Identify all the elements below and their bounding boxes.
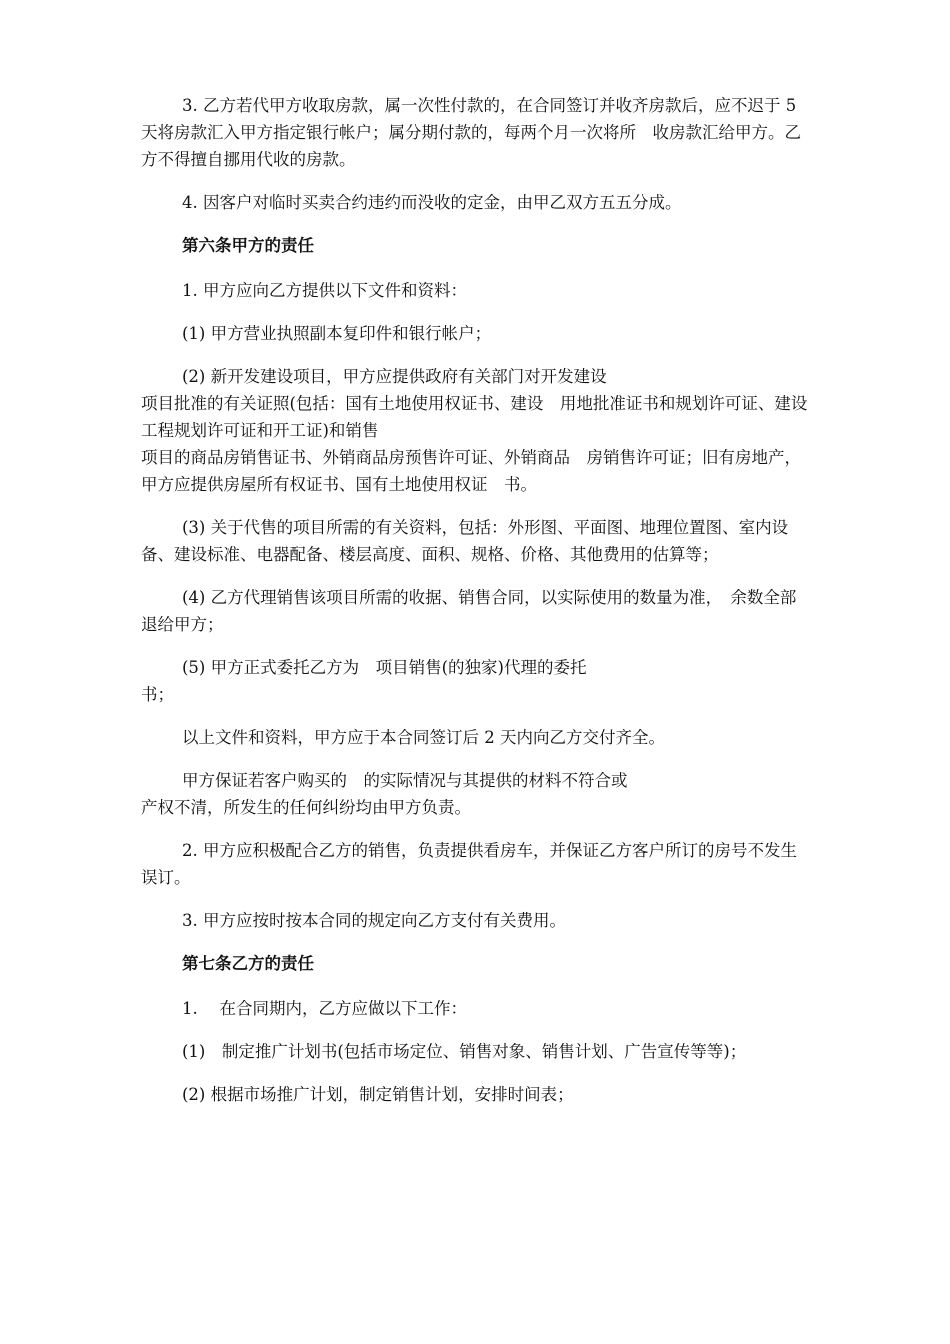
text-line: (5) 甲方正式委托乙方为 项目销售(的独家)代理的委托 [182, 658, 587, 677]
paragraph-delivery-deadline: 以上文件和资料，甲方应于本合同签订后 2 天内向乙方交付齐全。 [182, 728, 665, 747]
paragraph-guarantee [141, 767, 809, 821]
paragraph-payment-obligation: 3. 甲方应按时按本合同的规定向乙方支付有关费用。 [182, 911, 566, 930]
text-line: 书； [141, 685, 174, 704]
paragraph-deposit-split: 4. 因客户对临时买卖合约违约而没收的定金，由甲乙双方五五分成。 [182, 193, 682, 212]
paragraph-party-b-duties-intro: 1. 在合同期内，乙方应做以下工作： [182, 999, 467, 1018]
list-item-sales-schedule: (2) 根据市场推广计划，制定销售计划，安排时间表； [182, 1085, 574, 1104]
text-line: 项目的商品房销售证书、外销商品房预售许可证、外销商品 房销售许可证；旧有房地产，甲方应提供房屋所有权证书、国有土地使用权证 书。 [141, 448, 801, 494]
list-item-entrustment-letter [141, 654, 809, 708]
section-heading-party-a: 第六条甲方的责任 [182, 236, 314, 255]
list-item-project-certificates [141, 363, 809, 498]
list-item-business-license: (1) 甲方营业执照副本复印件和银行帐户； [182, 324, 492, 343]
paragraph-payment-transfer: 3. 乙方若代甲方收取房款，属一次性付款的，在合同签订并收齐房款后，应不迟于 5 天将房款汇入甲方指定银行帐户；属分期付款的，每两个月一次将所 收房款汇给甲方。乙方不得擅自挪用代收的房款。 [141, 96, 802, 169]
text-line: (2) 新开发建设项目，甲方应提供政府有关部门对开发建设 [182, 367, 607, 386]
text-line: 甲方保证若客户购买的 的实际情况与其提供的材料不符合或 [182, 771, 628, 790]
list-item-promotion-plan: (1) 制定推广计划书(包括市场定位、销售对象、销售计划、广告宣传等等)； [182, 1042, 747, 1061]
section-heading-party-b: 第七条乙方的责任 [182, 954, 314, 973]
paragraph-documents-intro: 1. 甲方应向乙方提供以下文件和资料： [182, 281, 467, 300]
text-line: 产权不清，所发生的任何纠纷均由甲方负责。 [141, 798, 471, 817]
contract-text [141, 92, 809, 1124]
text-line: 项目批准的有关证照(包括：国有土地使用权证书、建设 用地批准证书和规划许可证、建设工程规划许可证和开工证)和销售 [141, 394, 808, 440]
list-item-receipts-contracts: (4) 乙方代理销售该项目所需的收据、销售合同，以实际使用的数量为准， 余数全部退给甲方； [141, 588, 797, 634]
list-item-project-materials: (3) 关于代售的项目所需的有关资料，包括：外形图、平面图、地理位置图、室内设备、建设标准、电器配备、楼层高度、面积、规格、价格、其他费用的估算等； [141, 518, 789, 564]
paragraph-viewing-car: 2. 甲方应积极配合乙方的销售，负责提供看房车，并保证乙方客户所订的房号不发生误订。 [141, 841, 797, 887]
